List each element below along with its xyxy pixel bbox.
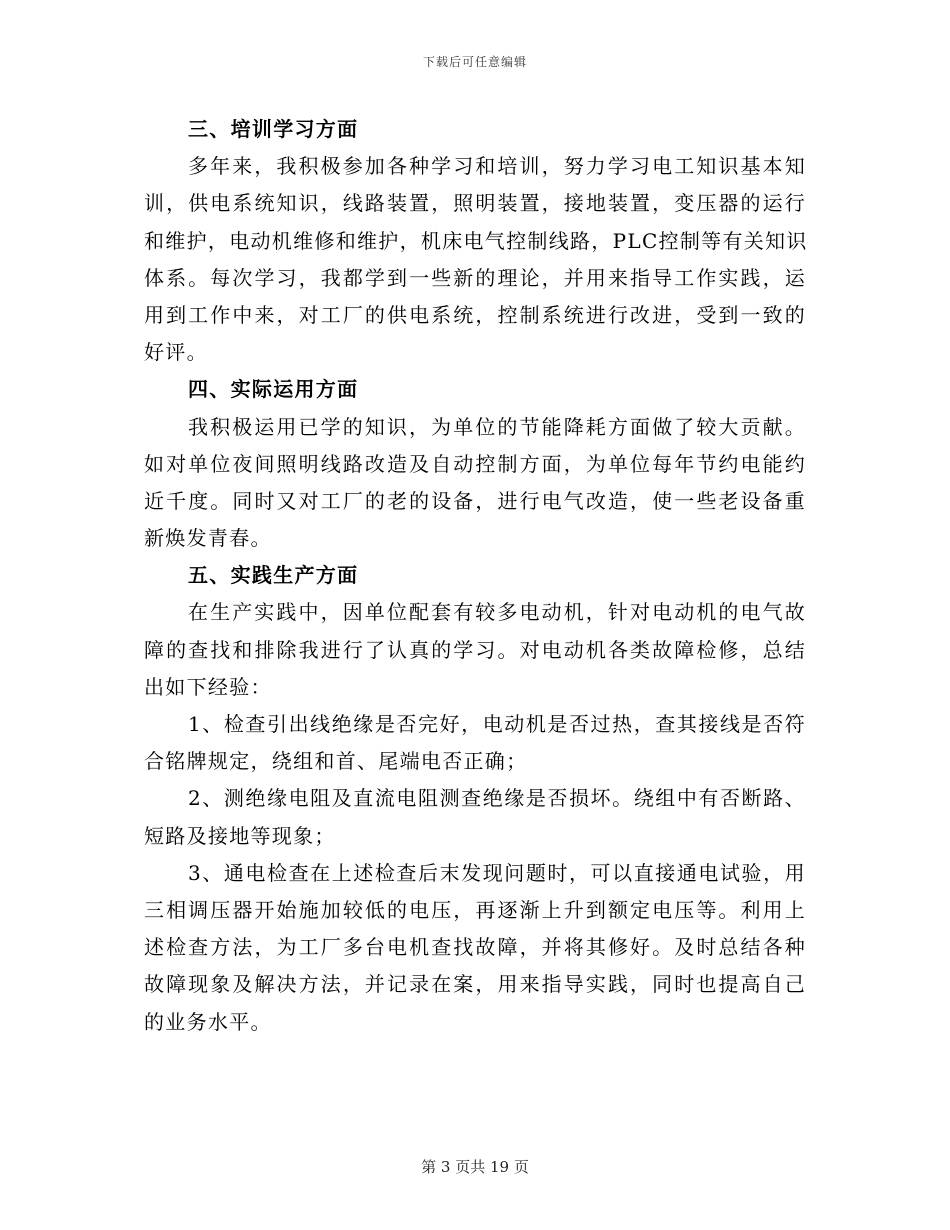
section-heading-application: 四、实际运用方面 [188,377,359,402]
document-body [144,111,806,1041]
list-item-2-continued: 短路及接地等现象； [144,823,336,848]
list-item-3-continued: 故障现象及解决方法，并记录在案，用来指导实践，同时也提高自己 [144,972,806,997]
paragraph-line: 我积极运用已学的知识，为单位的节能降耗方面做了较大贡献。 [188,414,806,439]
paragraph-line: 好评。 [144,340,208,365]
paragraph-line: 多年来，我积极参加各种学习和培训，努力学习电工知识基本知 [188,154,806,179]
page-header: 下载后可任意编辑 [422,55,527,69]
paragraph-line: 体系。每次学习，我都学到一些新的理论，并用来指导工作实践，运 [144,265,806,290]
paragraph-line: 训，供电系统知识，线路装置，照明装置，接地装置，变压器的运行 [144,191,806,216]
paragraph-line: 用到工作中来，对工厂的供电系统，控制系统进行改进，受到一致的 [144,302,806,327]
paragraph-line: 在生产实践中，因单位配套有较多电动机，针对电动机的电气故 [188,600,806,625]
list-item-3-continued: 述检查方法，为工厂多台电机查找故障，并将其修好。及时总结各种 [144,935,806,960]
paragraph-line: 和维护，电动机维修和维护，机床电气控制线路，PLC控制等有关知识 [144,228,808,253]
paragraph-line: 障的查找和排除我进行了认真的学习。对电动机各类故障检修，总结 [144,637,806,662]
paragraph-line: 如对单位夜间照明线路改造及自动控制方面，为单位每年节约电能约 [144,451,806,476]
list-item-1-continued: 合铭牌规定，绕组和首、尾端电否正确； [144,749,528,774]
paragraph-line: 新焕发青春。 [144,526,272,551]
paragraph-line: 近千度。同时又对工厂的老的设备，进行电气改造，使一些老设备重 [144,488,806,513]
list-item-3-continued: 的业务水平。 [144,1009,272,1034]
list-item-3: 3、通电检查在上述检查后末发现问题时，可以直接通电试验，用 [188,860,806,885]
list-item-2: 2、测绝缘电阻及直流电阻测查绝缘是否损坏。绕组中有否断路、 [188,786,806,811]
page-number-footer: 第 3 页共 19 页 [421,1158,529,1176]
list-item-1: 1、检查引出线绝缘是否完好，电动机是否过热，查其接线是否符 [188,712,806,736]
paragraph-line: 出如下经验： [144,674,272,699]
section-heading-production: 五、实践生产方面 [188,563,359,588]
list-item-3-continued: 三相调压器开始施加较低的电压，再逐渐上升到额定电压等。利用上 [144,897,806,922]
section-heading-training: 三、培训学习方面 [188,117,359,141]
